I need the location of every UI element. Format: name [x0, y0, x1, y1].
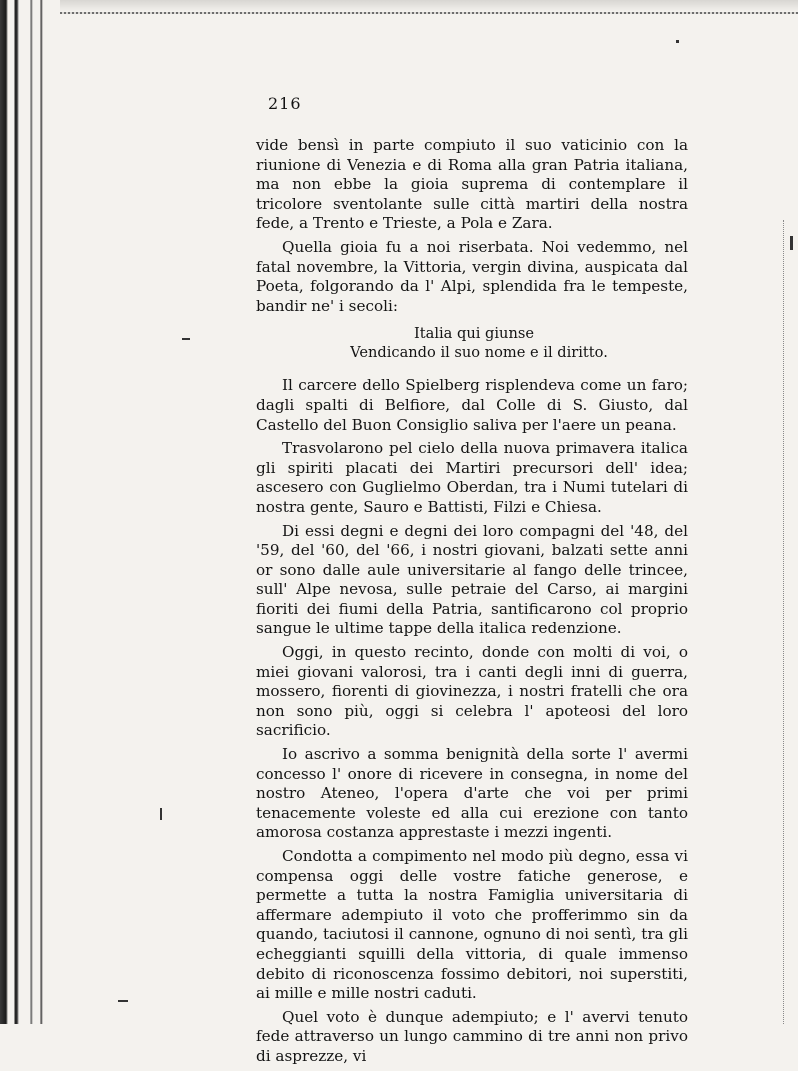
- book-spine-shadow: [0, 0, 62, 1024]
- paragraph: Quel voto è dunque adempiuto; e l' avervi tenuto fede attraverso un lungo cammino di tre anni non privo di asprezze, vi: [256, 1007, 688, 1065]
- scan-speck: [118, 1000, 128, 1002]
- paragraph: Oggi, in questo recinto, donde con molti di voi, o miei giovani valorosi, tra i canti degli inni di guerra, mossero, fiorenti di giovinezza, i nostri fratelli che ora non sono più, oggi si celebra l' apoteosi del loro sacrificio.: [256, 643, 688, 740]
- page-number: 216: [268, 94, 302, 113]
- scan-speck: [676, 40, 679, 43]
- paragraph: vide bensì in parte compiuto il suo vaticinio con la riunione di Venezia e di Roma alla gran Patria italiana, ma non ebbe la gioia suprema di contemplare il tricolore sventolante sulle città martiri della nostra fede, a Trento e Trieste, a Pola e Zara.: [256, 136, 688, 233]
- scan-speck: [790, 236, 793, 250]
- scan-speck: [182, 338, 190, 340]
- body-text: [256, 136, 688, 1071]
- paragraph: Trasvolarono pel cielo della nuova primavera italica gli spiriti placati dei Martiri precursori dell' idea; ascesero con Guglielmo Oberdan, tra i Numi tutelari di nostra gente, Sauro e Battisti, Filzi e Chiesa.: [256, 439, 688, 516]
- verse-line: Italia qui giunse: [414, 325, 534, 343]
- page-top-edge: [60, 0, 798, 14]
- paragraph: Condotta a compimento nel modo più degno, essa vi compensa oggi delle vostre fatiche generose, e permette a tutta la nostra Famiglia universitaria di affermare adempiuto il voto che profferimmo sin da quando, taciutosi il cannone, ognuno di noi sentì, tra gli echeggianti squilli della vittoria, di quale immenso debito di riconoscenza fossimo debitori, noi superstiti, ai mille e mille nostri caduti.: [256, 847, 688, 1003]
- scan-speck: [160, 808, 162, 820]
- paragraph: Io ascrivo a somma benignità della sorte l' avermi concesso l' onore di ricevere in consegna, in nome del nostro Ateneo, l'opera d'arte che voi per primi tenacemente voleste ed alla cui erezione con tanto amorosa costanza apprestaste i mezzi ingenti.: [256, 745, 688, 842]
- paragraph: Quella gioia fu a noi riserbata. Noi vedemmo, nel fatal novembre, la Vittoria, vergin divina, auspicata dal Poeta, folgorando da l' Alpi, splendida fra le tempeste, bandir ne' i secoli:: [256, 237, 688, 315]
- paragraph: Il carcere dello Spielberg risplendeva come un faro; dagli spalti di Belfiore, dal Colle di S. Giusto, dal Castello del Buon Consiglio saliva per l'aere un peana.: [256, 376, 688, 434]
- paragraph: Di essi degni e degni dei loro compagni del '48, del '59, del '60, del '66, i nostri giovani, balzati sette anni or sono dalle aule universitarie al fango delle trincee, sull' Alpe nevosa, sulle petraie del Carso, ai margini fioriti dei fiumi della Patria, santificarono col proprio sangue le ultime tappe della italica redenzione.: [256, 521, 688, 638]
- verse-line: Vendicando il suo nome e il diritto.: [350, 344, 608, 362]
- verse-quote: [256, 324, 688, 362]
- page-right-edge: [783, 220, 798, 1024]
